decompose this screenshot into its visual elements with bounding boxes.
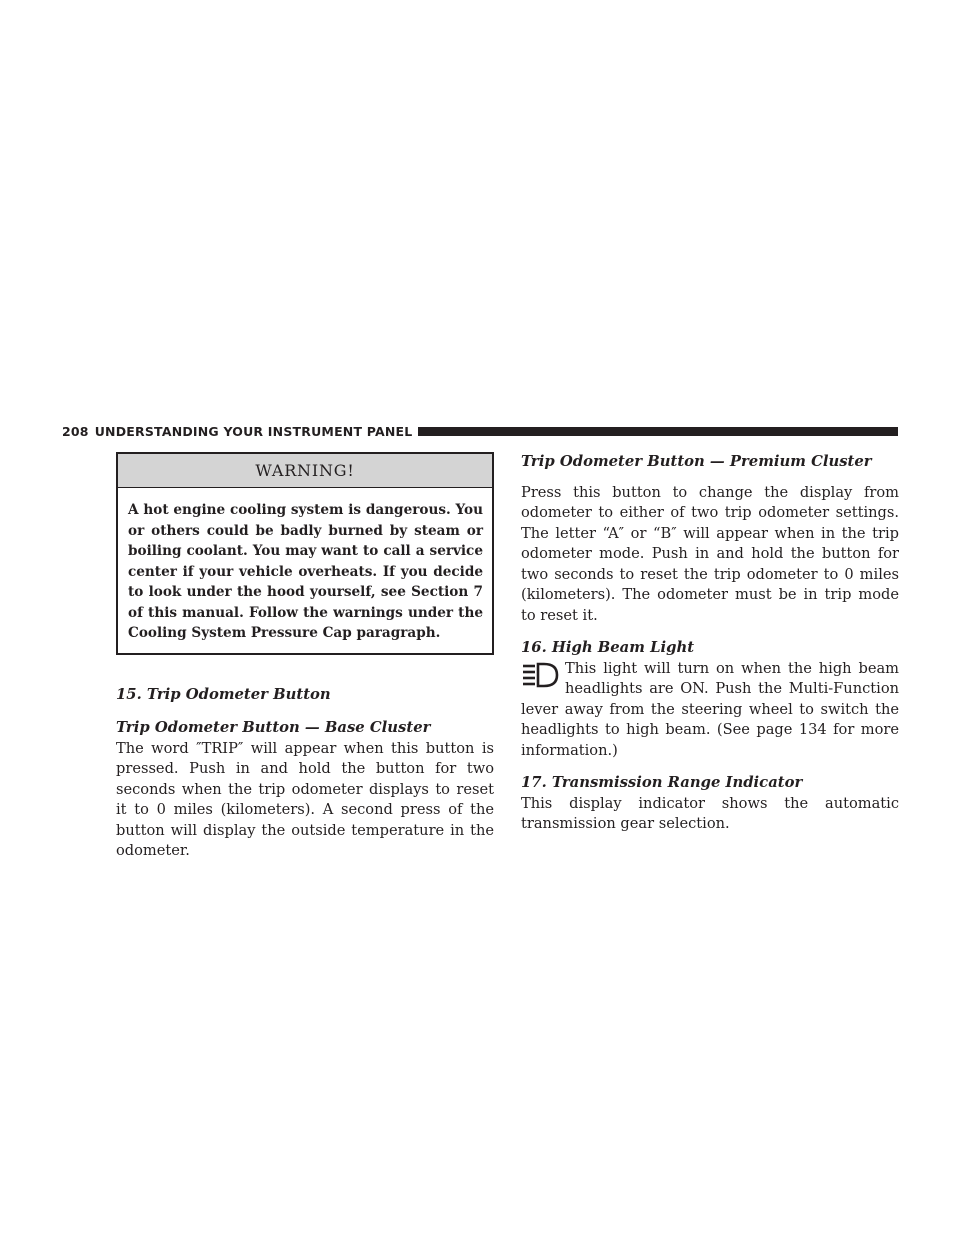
item16-heading: 16. High Beam Light	[521, 639, 695, 656]
left-column	[116, 452, 494, 862]
item16-body: This light will turn on when the high beam headlights are ON. Push the Multi-Function lever away from the steering wheel to switch the headlights to high beam. (See page 134 for more information.)	[521, 659, 899, 759]
header-rule	[418, 427, 898, 436]
warning-body: A hot engine cooling system is dangerous. You or others could be badly burned by steam or boiling coolant. You may want to call a service center if your vehicle overheats. If you decide to look under the hood yourself, see Section 7 of this manual. Follow the warnings under the Cooling System Pressure Cap paragraph.	[128, 502, 483, 641]
high-beam-icon	[521, 662, 561, 688]
premium-subheading: Trip Odometer Button — Premium Cluster	[521, 453, 872, 470]
item17-heading: 17. Transmission Range Indicator	[521, 774, 803, 791]
warning-title: WARNING!	[118, 454, 492, 488]
item16-paragraph	[521, 659, 899, 762]
item15-heading: 15. Trip Odometer Button	[116, 685, 331, 703]
section-title: UNDERSTANDING YOUR INSTRUMENT PANEL	[94, 423, 413, 439]
warning-box	[116, 452, 494, 655]
premium-body: Press this button to change the display from odometer to either of two trip odometer settings. The letter “A″ or “B″ will appear when in the trip odometer mode. Push in and hold the button for two seconds to reset the trip odometer to 0 miles (kilometers). The odometer must be in trip mode to reset it.	[521, 483, 899, 624]
item15-subheading: Trip Odometer Button — Base Cluster	[116, 719, 431, 736]
item17-body: This display indicator shows the automatic transmission gear selection.	[521, 794, 899, 832]
page-header	[62, 421, 898, 441]
item15-body: The word ″TRIP″ will appear when this button is pressed. Push in and hold the button for two seconds when the trip odometer displays to reset it to 0 miles (kilometers). A second press of the button will display the outside temperature in the odometer.	[116, 739, 494, 859]
page-number: 208	[62, 423, 89, 439]
right-column	[521, 452, 899, 835]
